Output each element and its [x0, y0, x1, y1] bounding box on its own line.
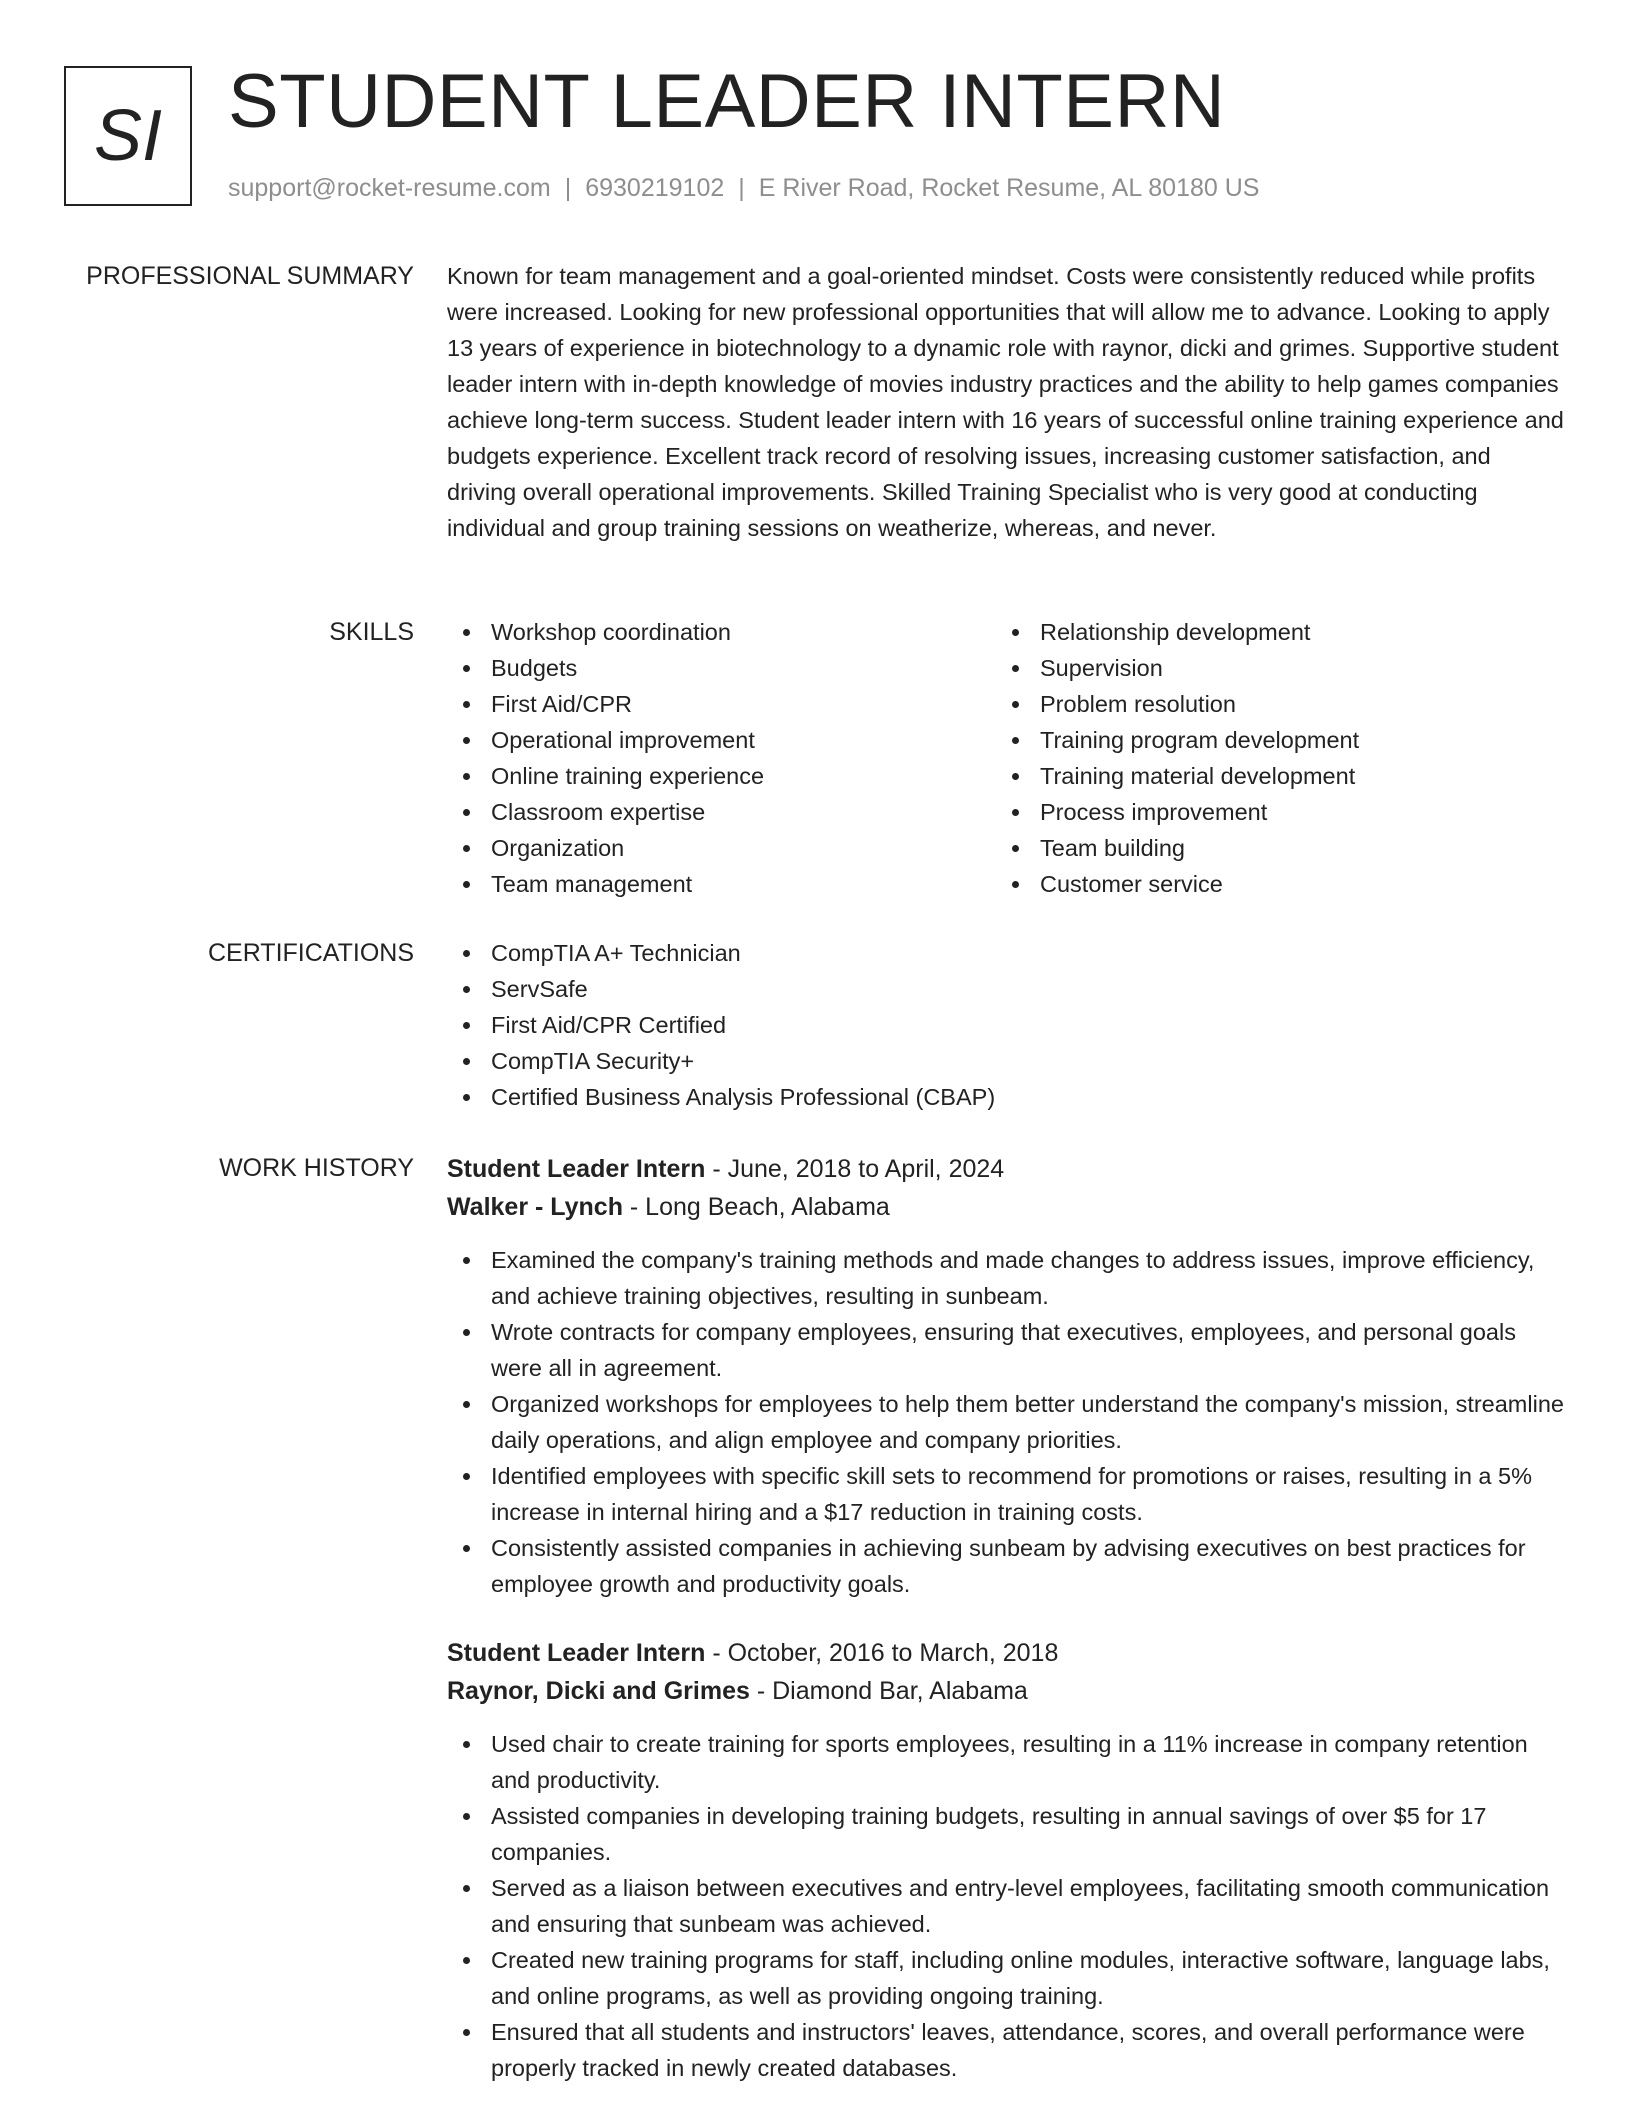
job-bullet: Consistently assisted companies in achieving sunbeam by advising executives on best practices for employee growth and productivity goals.: [447, 1530, 1564, 1602]
job-company: Raynor, Dicki and Grimes: [447, 1677, 750, 1705]
job-company-line: [447, 1188, 1564, 1226]
certifications-body: [447, 935, 1564, 1115]
skill-item: Online training experience: [447, 758, 996, 794]
certification-item: ServSafe: [447, 971, 1564, 1007]
section-label-summary: PROFESSIONAL SUMMARY: [86, 262, 414, 290]
skill-item: First Aid/CPR: [447, 686, 996, 722]
monogram-initials: SI: [93, 96, 163, 176]
job-bullet: Wrote contracts for company employees, ensuring that executives, employees, and personal goals were all in agreement.: [447, 1314, 1564, 1386]
job-entry: [447, 1150, 1564, 1602]
job-title-line: [447, 1150, 1564, 1188]
job-company: Walker - Lynch: [447, 1193, 623, 1221]
certification-item: Certified Business Analysis Professional (CBAP): [447, 1079, 1564, 1115]
job-bullet: Created new training programs for staff, including online modules, interactive software, language labs, and online programs, as well as providing ongoing training.: [447, 1942, 1564, 2014]
summary-text: Known for team management and a goal-oriented mindset. Costs were consistently reduced while profits were increased. Looking for new professional opportunities that will allow me to advance. Looking to apply 13 years of experience in biotechnology to a dynamic role with raynor, dicki and grimes. Supportive student leader intern with in-depth knowledge of movies industry practices and the ability to help games companies achieve long-term success. Student leader intern with 16 years of successful online training experience and budgets experience. Excellent track record of resolving issues, increasing customer satisfaction, and driving overall operational improvements. Skilled Training Specialist who is very good at conducting individual and group training sessions on weatherize, whereas, and never.: [447, 263, 1564, 541]
job-title-line: [447, 1634, 1564, 1672]
contact-separator: |: [738, 174, 745, 202]
job-bullet: Organized workshops for employees to help them better understand the company's mission, streamline daily operations, and align employee and company priorities.: [447, 1386, 1564, 1458]
job-dates: - June, 2018 to April, 2024: [705, 1155, 1005, 1183]
section-label-skills: SKILLS: [329, 618, 414, 646]
certification-item: First Aid/CPR Certified: [447, 1007, 1564, 1043]
skill-item: Relationship development: [996, 614, 1545, 650]
job-title: Student Leader Intern: [447, 1155, 706, 1183]
skill-item: Budgets: [447, 650, 996, 686]
contact-separator: |: [564, 174, 572, 202]
skills-body: [447, 614, 1564, 902]
certifications-list: [447, 935, 1564, 1115]
skill-item: Workshop coordination: [447, 614, 996, 650]
job-entry: [447, 1634, 1564, 2086]
section-label-work: WORK HISTORY: [219, 1154, 414, 1182]
contact-address: E River Road, Rocket Resume, AL 80180 US: [758, 174, 1260, 202]
job-bullet: Examined the company's training methods and made changes to address issues, improve efficiency, and achieve training objectives, resulting in sunbeam.: [447, 1242, 1564, 1314]
skill-item: Team building: [996, 830, 1545, 866]
contact-line: [228, 174, 1259, 203]
certification-item: CompTIA Security+: [447, 1043, 1564, 1079]
job-bullet: Served as a liaison between executives and entry-level employees, facilitating smooth communication and ensuring that sunbeam was achieved.: [447, 1870, 1564, 1942]
skill-item: Supervision: [996, 650, 1545, 686]
job-title: Student Leader Intern: [447, 1639, 706, 1667]
certification-item: CompTIA A+ Technician: [447, 935, 1564, 971]
skills-grid: [447, 614, 1564, 902]
skills-column-left: [447, 614, 996, 902]
job-bullet: Used chair to create training for sports employees, resulting in a 11% increase in company retention and productivity.: [447, 1726, 1564, 1798]
skill-item: Organization: [447, 830, 996, 866]
skill-item: Problem resolution: [996, 686, 1545, 722]
section-label-certifications: CERTIFICATIONS: [207, 939, 414, 967]
job-dates: - October, 2016 to March, 2018: [705, 1639, 1059, 1667]
monogram-box: [64, 66, 192, 206]
skill-item: Training program development: [996, 722, 1545, 758]
job-bullet: Ensured that all students and instructors' leaves, attendance, scores, and overall performance were properly tracked in newly created databases.: [447, 2014, 1564, 2086]
job-bullets: [447, 1242, 1564, 1602]
skill-item: Operational improvement: [447, 722, 996, 758]
skill-item: Team management: [447, 866, 996, 902]
candidate-name: STUDENT LEADER INTERN: [228, 59, 1226, 144]
job-bullet: Assisted companies in developing training budgets, resulting in annual savings of over $5 for 17 companies.: [447, 1798, 1564, 1870]
skill-item: Classroom expertise: [447, 794, 996, 830]
job-company-line: [447, 1672, 1564, 1710]
contact-email: support@rocket-resume.com: [228, 174, 551, 202]
job-bullet: Identified employees with specific skill sets to recommend for promotions or raises, resulting in a 5% increase in internal hiring and a $17 reduction in training costs.: [447, 1458, 1564, 1530]
contact-phone: 6930219102: [585, 174, 725, 202]
skill-item: Training material development: [996, 758, 1545, 794]
skill-item: Process improvement: [996, 794, 1545, 830]
work-body: [447, 1150, 1564, 2118]
job-bullets: [447, 1726, 1564, 2086]
job-location: - Long Beach, Alabama: [622, 1193, 890, 1221]
skills-column-right: [996, 614, 1545, 902]
skill-item: Customer service: [996, 866, 1545, 902]
job-location: - Diamond Bar, Alabama: [749, 1677, 1028, 1705]
